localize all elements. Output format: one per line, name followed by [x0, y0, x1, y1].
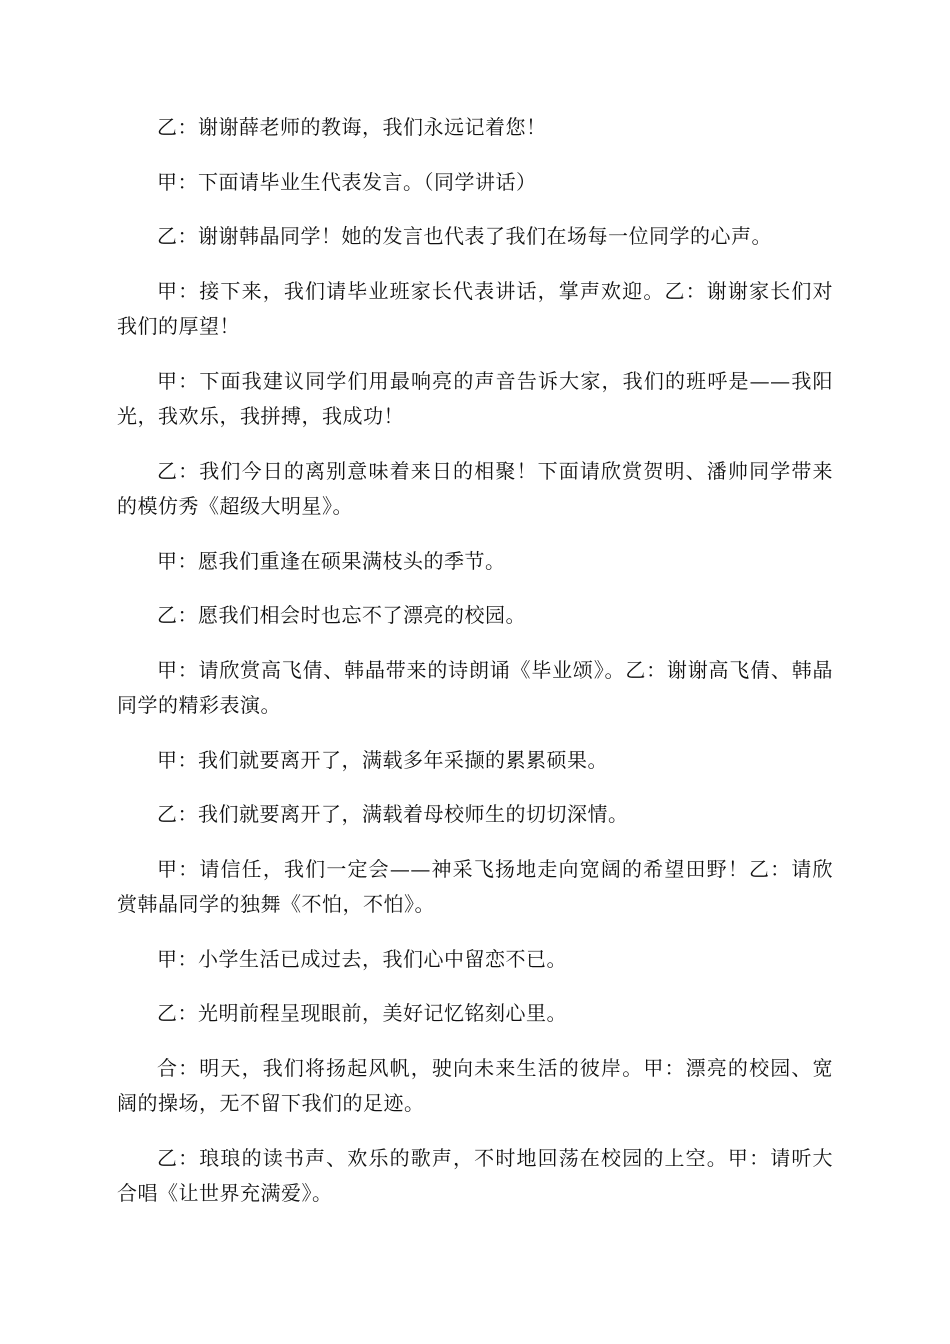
paragraph-9: 甲：请欣赏高飞倩、韩晶带来的诗朗诵《毕业颂》。乙：谢谢高飞倩、韩晶同学的精彩表演。	[117, 657, 833, 717]
paragraph-2: 甲：下面请毕业生代表发言。（同学讲话）	[157, 169, 537, 194]
paragraph-6: 乙：我们今日的离别意味着来日的相聚！下面请欣赏贺明、潘帅同学带来的模仿秀《超级大明星》。	[117, 458, 833, 518]
paragraph-7: 甲：愿我们重逢在硕果满枝头的季节。	[157, 548, 506, 573]
paragraph-14: 乙：光明前程呈现眼前，美好记忆铭刻心里。	[157, 1001, 567, 1025]
paragraph-15: 合：明天，我们将扬起风帆，驶向未来生活的彼岸。甲：漂亮的校园、宽阔的操场，无不留下我们的足迹。	[117, 1055, 833, 1115]
paragraph-5: 甲：下面我建议同学们用最响亮的声音告诉大家，我们的班呼是——我阳光，我欢乐，我拼搏，我成功！	[117, 368, 833, 428]
paragraph-1: 乙：谢谢薛老师的教诲，我们永远记着您！	[157, 115, 547, 139]
paragraph-8: 乙：愿我们相会时也忘不了漂亮的校园。	[157, 603, 526, 627]
paragraph-16: 乙：琅琅的读书声、欢乐的歌声，不时地回荡在校园的上空。甲：请听大合唱《让世界充满爱》。	[117, 1145, 833, 1205]
paragraph-11: 乙：我们就要离开了，满载着母校师生的切切深情。	[157, 802, 629, 826]
paragraph-10: 甲：我们就要离开了，满载多年采撷的累累硕果。	[157, 747, 608, 772]
paragraph-4: 甲：接下来，我们请毕业班家长代表讲话，掌声欢迎。乙：谢谢家长们对我们的厚望！	[117, 278, 833, 338]
paragraph-13: 甲：小学生活已成过去，我们心中留恋不已。	[157, 946, 567, 971]
paragraph-12: 甲：请信任，我们一定会——神采飞扬地走向宽阔的希望田野！乙：请欣赏韩晶同学的独舞《不怕，不怕》。	[117, 856, 833, 916]
paragraph-3: 乙：谢谢韩晶同学！她的发言也代表了我们在场每一位同学的心声。	[157, 224, 772, 248]
